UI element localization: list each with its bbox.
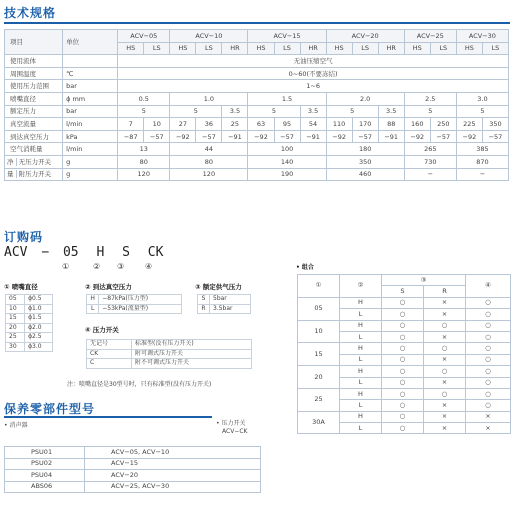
part-code: ABS06 <box>5 481 85 493</box>
combo-cell: ○ <box>382 309 424 320</box>
row-label: 使用压力范围 <box>5 80 63 93</box>
combo-cell: ○ <box>466 297 511 308</box>
combo-subheader: S <box>382 286 424 297</box>
combo-table <box>297 274 511 434</box>
cell-value: 190 <box>248 168 326 181</box>
cell-value: − <box>404 168 456 181</box>
cell-value: 80 <box>170 155 248 168</box>
row-label: 周围温度 <box>5 67 63 80</box>
model-header: ACV−30 <box>456 30 508 43</box>
combo-cell: ○ <box>382 400 424 411</box>
row-unit: g <box>63 155 118 168</box>
cell-value: 80 <box>118 155 170 168</box>
cell-value: 1~6 <box>118 80 509 93</box>
cell-value: −91 <box>300 130 326 143</box>
sub-header: LS <box>430 42 456 55</box>
combo-cell: ○ <box>466 377 511 388</box>
cell-value: −92 <box>170 130 196 143</box>
cell-value: −92 <box>456 130 482 143</box>
part-code: PSU04 <box>5 470 85 482</box>
mass-label: 净 <box>7 157 14 166</box>
row-unit: bar <box>63 80 118 93</box>
cell-value: 140 <box>248 155 326 168</box>
row-unit: bar <box>63 105 118 118</box>
combo-subheader: R <box>424 286 466 297</box>
row-label: 喷嘴直径 <box>5 92 63 105</box>
cell-value: 3.5 <box>378 105 404 118</box>
divider <box>4 22 510 24</box>
cell-value: 160 <box>404 118 430 131</box>
row-unit: g <box>63 168 118 181</box>
header-item: 项目 <box>5 30 63 55</box>
cell-value: 5 <box>118 105 170 118</box>
combo-cell: ○ <box>382 411 424 422</box>
combo-cell: ○ <box>466 320 511 331</box>
combo-cell: ○ <box>466 366 511 377</box>
cell-value: −91 <box>222 130 248 143</box>
combo-cell: ○ <box>382 343 424 354</box>
combo-cell: H <box>340 411 382 422</box>
cell-value: 0~60(不要冻结) <box>118 67 509 80</box>
sub-header: HS <box>248 42 274 55</box>
cell-value: 1.0 <box>170 92 248 105</box>
combo-cell: H <box>340 343 382 354</box>
combo-cell: ○ <box>382 423 424 434</box>
sub-header: HR <box>300 42 326 55</box>
model-header: ACV−20 <box>326 30 404 43</box>
combo-cell: ○ <box>466 343 511 354</box>
combo-cell: ○ <box>424 388 466 399</box>
combo-title: • 组合 <box>296 264 314 271</box>
combo-cell: L <box>340 331 382 342</box>
cell-value: 385 <box>456 143 508 156</box>
combo-cell: × <box>424 377 466 388</box>
desc-cell: −87kPa(压力型) <box>99 295 182 305</box>
order-code <box>4 245 163 260</box>
row-unit: ϕ mm <box>63 92 118 105</box>
combo-cell: × <box>424 297 466 308</box>
cell-value: 460 <box>326 168 404 181</box>
vacuum-title: ② 到达真空压力 <box>85 283 132 291</box>
part-models: ACV−25, ACV−30 <box>85 481 261 493</box>
row-label <box>5 168 63 181</box>
code-cell: CK <box>87 349 132 359</box>
combo-header: ④ <box>466 275 511 298</box>
sub-header: HS <box>456 42 482 55</box>
cell-value: 5 <box>326 105 378 118</box>
code-cell: H <box>87 295 99 305</box>
cell-value: 3.5 <box>300 105 326 118</box>
sub-header: LS <box>196 42 222 55</box>
cell-value: 120 <box>170 168 248 181</box>
combo-header: ② <box>340 275 382 298</box>
cell-value: 265 <box>404 143 456 156</box>
cell-value: 88 <box>378 118 404 131</box>
desc-cell: ϕ3.0 <box>25 342 53 352</box>
code-cell: 10 <box>6 304 25 314</box>
row-label: 额定压力 <box>5 105 63 118</box>
code-cell: 20 <box>6 323 25 333</box>
code-cell: 05 <box>6 295 25 305</box>
combo-cell: L <box>340 377 382 388</box>
combo-cell: ○ <box>382 320 424 331</box>
desc-cell: ϕ2.0 <box>25 323 53 333</box>
sub-header: HR <box>378 42 404 55</box>
model-header: ACV−15 <box>248 30 326 43</box>
code-marker: ④ <box>145 262 153 271</box>
part-code: PSU01 <box>5 447 85 459</box>
combo-header: ③ <box>382 275 466 286</box>
code-part: − <box>41 245 50 260</box>
cell-value: 180 <box>326 143 404 156</box>
sub-header: HR <box>222 42 248 55</box>
divider <box>4 416 212 418</box>
supply-table <box>197 294 251 314</box>
cell-value: −92 <box>248 130 274 143</box>
mass-label: 量 <box>7 170 14 179</box>
cell-value: 350 <box>482 118 508 131</box>
cell-value: −92 <box>326 130 352 143</box>
cell-value: 54 <box>300 118 326 131</box>
combo-cell: ○ <box>382 354 424 365</box>
model-header: ACV−25 <box>404 30 456 43</box>
cell-value: 110 <box>326 118 352 131</box>
combo-cell: × <box>466 423 511 434</box>
code-part: H <box>96 245 105 260</box>
code-cell: 25 <box>6 333 25 343</box>
group-cell: 15 <box>298 343 340 366</box>
code-marker: ② <box>93 262 101 271</box>
combo-cell: H <box>340 388 382 399</box>
cell-value: 0.5 <box>118 92 170 105</box>
combo-cell: ○ <box>466 354 511 365</box>
cell-value: 250 <box>430 118 456 131</box>
sub-header: HS <box>118 42 144 55</box>
combo-cell: H <box>340 320 382 331</box>
switch-title: ④ 压力开关 <box>85 326 119 334</box>
row-label: 到达真空压力 <box>5 130 63 143</box>
cell-value: 44 <box>170 143 248 156</box>
desc-cell: ϕ1.5 <box>25 314 53 324</box>
code-part: ACV <box>4 245 28 260</box>
supply-title: ③ 额定供气压力 <box>195 283 242 291</box>
combo-cell: L <box>340 400 382 411</box>
cell-value: 95 <box>274 118 300 131</box>
cell-value: −87 <box>118 130 144 143</box>
cell-value: −57 <box>482 130 508 143</box>
cell-value: 1.5 <box>248 92 326 105</box>
cell-value: 7 <box>118 118 144 131</box>
code-cell: 无记号 <box>87 340 132 350</box>
combo-cell: ○ <box>424 320 466 331</box>
desc-cell: 3.5bar <box>210 304 251 314</box>
code-cell: S <box>198 295 210 305</box>
group-cell: 20 <box>298 366 340 389</box>
code-cell: 15 <box>6 314 25 324</box>
combo-cell: ○ <box>466 309 511 320</box>
combo-cell: ○ <box>466 331 511 342</box>
row-unit: l/min <box>63 118 118 131</box>
spec-title: 技术规格 <box>4 6 57 20</box>
desc-cell: ϕ2.5 <box>25 333 53 343</box>
nozzle-title: ① 喷嘴直径 <box>4 283 38 291</box>
combo-cell: × <box>424 423 466 434</box>
header-unit: 单位 <box>63 30 118 55</box>
combo-cell: ○ <box>466 400 511 411</box>
cell-value: 13 <box>118 143 170 156</box>
combo-header: ① <box>298 275 340 298</box>
cell-value: 2.5 <box>404 92 456 105</box>
sub-header: LS <box>274 42 300 55</box>
vacuum-table <box>86 294 182 314</box>
cell-value: −57 <box>196 130 222 143</box>
row-unit: kPa <box>63 130 118 143</box>
row-label: 空气消耗量 <box>5 143 63 156</box>
sub-header: HS <box>404 42 430 55</box>
code-cell: R <box>198 304 210 314</box>
parts-title: 保养零部件型号 <box>4 402 96 416</box>
combo-cell: × <box>424 309 466 320</box>
combo-cell: ○ <box>382 366 424 377</box>
combo-cell: × <box>466 411 511 422</box>
cell-value: 25 <box>222 118 248 131</box>
cell-value: 870 <box>456 155 508 168</box>
code-marker: ① <box>62 262 70 271</box>
desc-cell: 附可调式压力开关 <box>132 349 252 359</box>
cell-value: 170 <box>352 118 378 131</box>
cell-value: 225 <box>456 118 482 131</box>
desc-cell: −53kPa(流量型) <box>99 304 182 314</box>
cell-value: 730 <box>404 155 456 168</box>
switch-label <box>216 420 247 436</box>
cell-value: −91 <box>378 130 404 143</box>
code-cell: L <box>87 304 99 314</box>
cell-value: 27 <box>170 118 196 131</box>
switch-table <box>86 339 252 369</box>
cell-value: 5 <box>248 105 300 118</box>
cell-value: 5 <box>456 105 508 118</box>
row-label: 使用流体 <box>5 55 63 68</box>
combo-cell: × <box>424 400 466 411</box>
cell-value: 10 <box>144 118 170 131</box>
order-title: 订购码 <box>4 230 44 244</box>
desc-cell: 5bar <box>210 295 251 305</box>
desc-cell: 附不可调式压力开关 <box>132 359 252 369</box>
cell-value: −57 <box>352 130 378 143</box>
cell-value: 100 <box>248 143 326 156</box>
part-models: ACV−20 <box>85 470 261 482</box>
group-cell: 30A <box>298 411 340 434</box>
group-cell: 25 <box>298 388 340 411</box>
sub-label: 附压力开关 <box>16 170 52 178</box>
cell-value: 2.0 <box>326 92 404 105</box>
parts-table <box>4 446 261 493</box>
switch-label-line: ACV−CK <box>222 428 248 435</box>
spec-table <box>4 29 509 181</box>
switch-label-line: • 压力开关 <box>216 420 246 427</box>
combo-cell: L <box>340 309 382 320</box>
row-label <box>5 155 63 168</box>
combo-cell: L <box>340 354 382 365</box>
nozzle-table <box>5 294 53 352</box>
row-unit: ℃ <box>63 67 118 80</box>
code-cell: C <box>87 359 132 369</box>
combo-cell: ○ <box>424 366 466 377</box>
code-part: CK <box>147 245 164 260</box>
code-part: 05 <box>62 245 79 260</box>
sub-label: 无压力开关 <box>16 158 52 166</box>
group-cell: 10 <box>298 320 340 343</box>
code-cell: 30 <box>6 342 25 352</box>
combo-cell: ○ <box>382 297 424 308</box>
cell-value: −92 <box>404 130 430 143</box>
order-note: 注：喷嘴直径是30型号时，只有标准型(没有压力开关) <box>67 381 212 388</box>
desc-cell: ϕ0.5 <box>25 295 53 305</box>
combo-cell: ○ <box>382 331 424 342</box>
row-unit <box>63 55 118 68</box>
combo-cell: L <box>340 423 382 434</box>
cell-value: 350 <box>326 155 404 168</box>
cell-value: 3.5 <box>222 105 248 118</box>
combo-cell: ○ <box>382 388 424 399</box>
combo-cell: H <box>340 366 382 377</box>
muffler-label: • 消声器 <box>4 422 28 429</box>
sub-header: LS <box>482 42 508 55</box>
row-label: 真空流量 <box>5 118 63 131</box>
group-cell: 05 <box>298 297 340 320</box>
desc-cell: 标准型(没有压力开关) <box>132 340 252 350</box>
combo-cell: × <box>424 411 466 422</box>
code-part: S <box>122 245 130 260</box>
desc-cell: ϕ1.0 <box>25 304 53 314</box>
sub-header: LS <box>352 42 378 55</box>
cell-value: 5 <box>404 105 456 118</box>
combo-cell: × <box>424 354 466 365</box>
combo-cell: H <box>340 297 382 308</box>
cell-value: 3.0 <box>456 92 508 105</box>
cell-value: 120 <box>118 168 170 181</box>
combo-cell: ○ <box>424 343 466 354</box>
combo-cell: ○ <box>466 388 511 399</box>
part-code: PSU02 <box>5 458 85 470</box>
model-header: ACV−05 <box>118 30 170 43</box>
sub-header: LS <box>144 42 170 55</box>
code-marker: ③ <box>117 262 125 271</box>
cell-value: 无油压缩空气 <box>118 55 509 68</box>
part-models: ACV−15 <box>85 458 261 470</box>
combo-cell: ○ <box>382 377 424 388</box>
cell-value: 36 <box>196 118 222 131</box>
cell-value: − <box>456 168 508 181</box>
sub-header: HS <box>326 42 352 55</box>
part-models: ACV−05, ACV−10 <box>85 447 261 459</box>
combo-cell: × <box>424 331 466 342</box>
cell-value: −57 <box>274 130 300 143</box>
model-header: ACV−10 <box>170 30 248 43</box>
cell-value: −57 <box>144 130 170 143</box>
cell-value: −57 <box>430 130 456 143</box>
cell-value: 63 <box>248 118 274 131</box>
cell-value: 5 <box>170 105 222 118</box>
row-unit: l/min <box>63 143 118 156</box>
sub-header: HS <box>170 42 196 55</box>
